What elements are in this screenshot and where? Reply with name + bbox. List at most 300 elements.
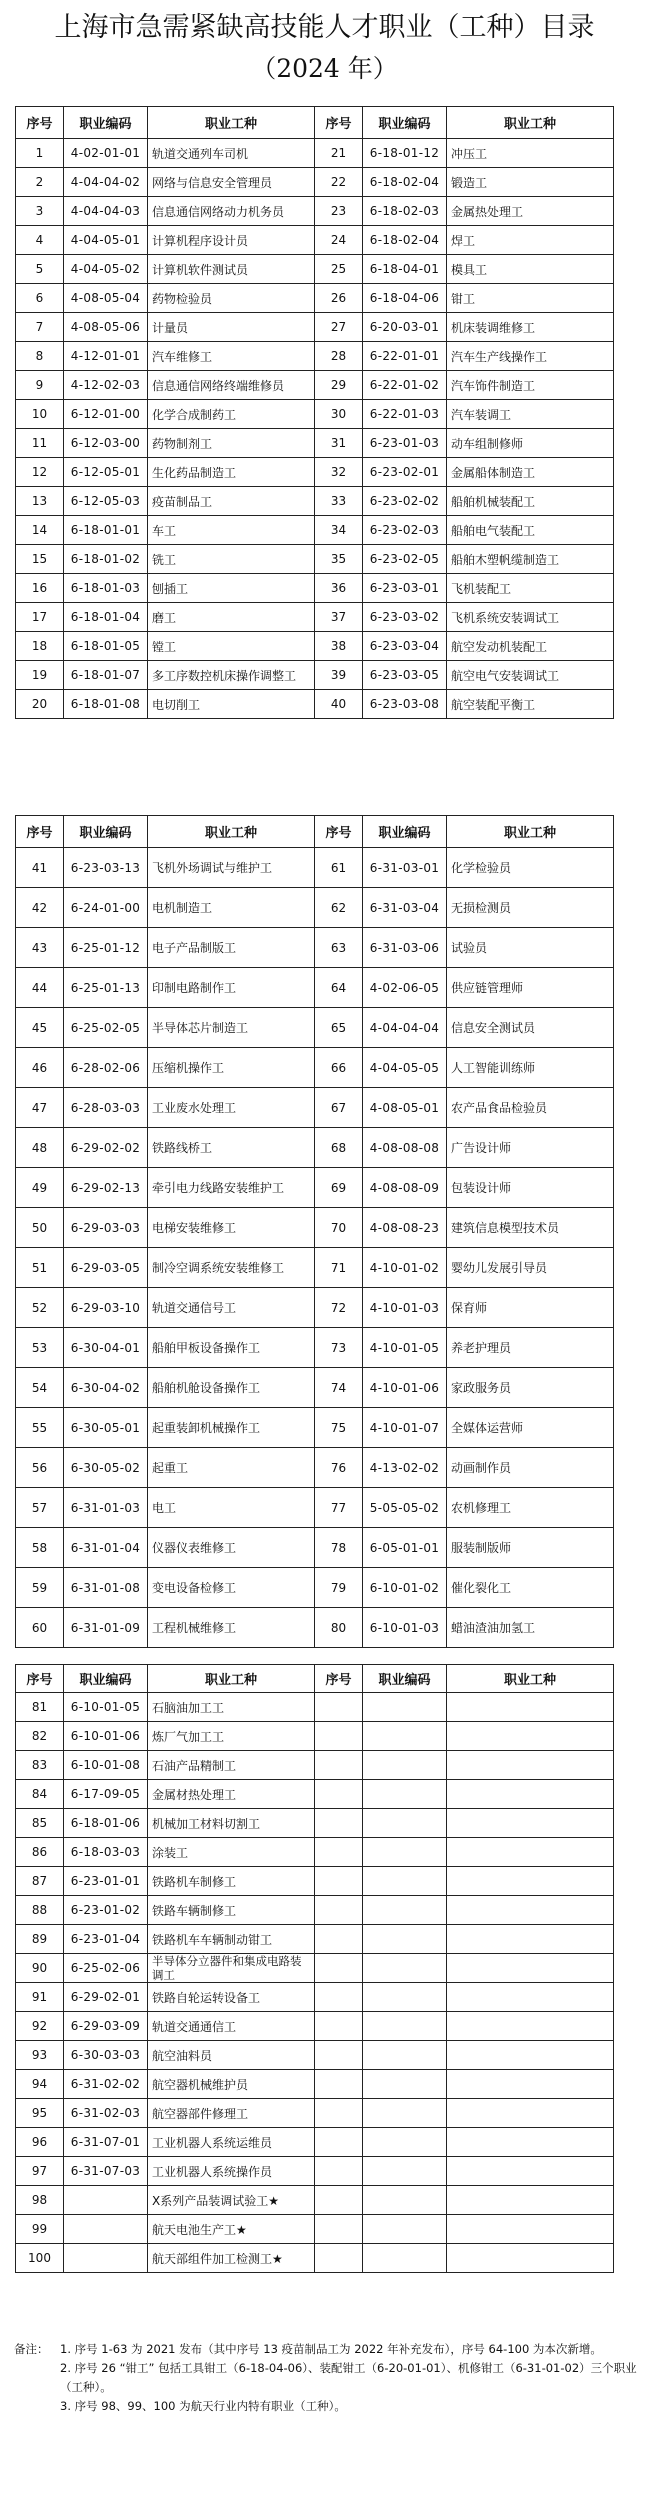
header-no: 序号 xyxy=(315,816,363,848)
table-row xyxy=(16,928,614,968)
table-row xyxy=(16,574,614,603)
cell-no: 35 xyxy=(315,545,363,574)
cell-name xyxy=(447,1751,614,1780)
cell-no: 68 xyxy=(315,1128,363,1168)
table-row xyxy=(16,1488,614,1528)
table-row xyxy=(16,1088,614,1128)
cell-no: 23 xyxy=(315,197,363,226)
cell-no: 13 xyxy=(16,487,64,516)
cell-no: 98 xyxy=(16,2186,64,2215)
cell-code: 6-31-03-06 xyxy=(363,928,447,968)
cell-no: 46 xyxy=(16,1048,64,1088)
cell-name: 船舶甲板设备操作工 xyxy=(148,1328,315,1368)
cell-code: 4-10-01-05 xyxy=(363,1328,447,1368)
cell-code: 6-18-01-04 xyxy=(64,603,148,632)
cell-code: 4-10-01-07 xyxy=(363,1408,447,1448)
cell-code: 6-31-01-03 xyxy=(64,1488,148,1528)
cell-name: 疫苗制品工 xyxy=(148,487,315,516)
occupation-table-3 xyxy=(15,1664,614,2273)
table-row xyxy=(16,168,614,197)
cell-code: 6-29-03-03 xyxy=(64,1208,148,1248)
table-row xyxy=(16,1008,614,1048)
cell-no: 94 xyxy=(16,2070,64,2099)
cell-code: 4-08-05-01 xyxy=(363,1088,447,1128)
cell-code: 6-25-01-12 xyxy=(64,928,148,968)
cell-code xyxy=(363,2215,447,2244)
cell-code: 4-04-04-04 xyxy=(363,1008,447,1048)
cell-no: 83 xyxy=(16,1751,64,1780)
cell-code: 6-28-03-03 xyxy=(64,1088,148,1128)
cell-name xyxy=(447,2099,614,2128)
cell-no: 29 xyxy=(315,371,363,400)
table-header-row xyxy=(16,107,614,139)
cell-code: 6-18-02-04 xyxy=(363,168,447,197)
cell-code: 6-31-01-09 xyxy=(64,1608,148,1648)
cell-no: 14 xyxy=(16,516,64,545)
cell-name xyxy=(447,2012,614,2041)
cell-no: 71 xyxy=(315,1248,363,1288)
cell-code: 4-02-06-05 xyxy=(363,968,447,1008)
cell-name: 金属船体制造工 xyxy=(447,458,614,487)
cell-name xyxy=(447,2070,614,2099)
cell-name: 化学合成制药工 xyxy=(148,400,315,429)
table-row xyxy=(16,2244,614,2273)
cell-no: 1 xyxy=(16,139,64,168)
note-item: 2. 序号 26 “钳工” 包括工具钳工（6-18-04-06）、装配钳工（6-20-01-01）、机修钳工（6-31-01-02）三个职业（工种）。 xyxy=(60,2361,637,2394)
cell-no: 99 xyxy=(16,2215,64,2244)
cell-no: 53 xyxy=(16,1328,64,1368)
cell-no xyxy=(315,1867,363,1896)
cell-name xyxy=(447,1780,614,1809)
cell-code: 6-23-01-01 xyxy=(64,1867,148,1896)
cell-name: 工业废水处理工 xyxy=(148,1088,315,1128)
cell-name: 铁路线桥工 xyxy=(148,1128,315,1168)
cell-no: 70 xyxy=(315,1208,363,1248)
table-row xyxy=(16,342,614,371)
cell-no: 24 xyxy=(315,226,363,255)
cell-name: X系列产品装调试验工★ xyxy=(148,2186,315,2215)
table-row xyxy=(16,888,614,928)
cell-name: 船舶木塑帆缆制造工 xyxy=(447,545,614,574)
cell-no: 8 xyxy=(16,342,64,371)
cell-code xyxy=(363,2070,447,2099)
cell-no: 6 xyxy=(16,284,64,313)
cell-name: 机床装调维修工 xyxy=(447,313,614,342)
cell-code: 6-18-01-01 xyxy=(64,516,148,545)
table-row xyxy=(16,1838,614,1867)
cell-no: 55 xyxy=(16,1408,64,1448)
cell-name: 镗工 xyxy=(148,632,315,661)
cell-name xyxy=(447,2041,614,2070)
cell-code: 4-02-01-01 xyxy=(64,139,148,168)
cell-no: 87 xyxy=(16,1867,64,1896)
cell-code xyxy=(363,1693,447,1722)
cell-name: 信息通信网络动力机务员 xyxy=(148,197,315,226)
cell-code: 6-20-03-01 xyxy=(363,313,447,342)
cell-no: 39 xyxy=(315,661,363,690)
table-row xyxy=(16,139,614,168)
cell-name: 石油产品精制工 xyxy=(148,1751,315,1780)
cell-code: 6-23-02-02 xyxy=(363,487,447,516)
cell-name: 动车组制修师 xyxy=(447,429,614,458)
cell-name: 航天电池生产工★ xyxy=(148,2215,315,2244)
header-name: 职业工种 xyxy=(447,107,614,139)
header-name: 职业工种 xyxy=(447,1665,614,1693)
cell-no: 82 xyxy=(16,1722,64,1751)
cell-name xyxy=(447,1693,614,1722)
cell-name: 起重装卸机械操作工 xyxy=(148,1408,315,1448)
cell-name: 模具工 xyxy=(447,255,614,284)
cell-name: 轨道交通列车司机 xyxy=(148,139,315,168)
cell-name: 人工智能训练师 xyxy=(447,1048,614,1088)
cell-name: 牵引电力线路安装维护工 xyxy=(148,1168,315,1208)
cell-code xyxy=(363,1954,447,1983)
header-code: 职业编码 xyxy=(64,816,148,848)
cell-no: 72 xyxy=(315,1288,363,1328)
cell-no: 11 xyxy=(16,429,64,458)
cell-code: 6-10-01-08 xyxy=(64,1751,148,1780)
cell-name: 婴幼儿发展引导员 xyxy=(447,1248,614,1288)
table-row xyxy=(16,1608,614,1648)
header-no: 序号 xyxy=(16,107,64,139)
cell-code: 6-18-01-05 xyxy=(64,632,148,661)
cell-name: 航空器部件修理工 xyxy=(148,2099,315,2128)
cell-name: 机械加工材料切割工 xyxy=(148,1809,315,1838)
header-code: 职业编码 xyxy=(64,1665,148,1693)
cell-no: 97 xyxy=(16,2157,64,2186)
cell-code: 6-18-01-03 xyxy=(64,574,148,603)
cell-no: 32 xyxy=(315,458,363,487)
cell-name: 保育师 xyxy=(447,1288,614,1328)
cell-no xyxy=(315,1751,363,1780)
cell-no: 19 xyxy=(16,661,64,690)
cell-no: 78 xyxy=(315,1528,363,1568)
cell-no xyxy=(315,1925,363,1954)
cell-name: 养老护理员 xyxy=(447,1328,614,1368)
table-row xyxy=(16,371,614,400)
cell-code: 4-10-01-03 xyxy=(363,1288,447,1328)
cell-code: 6-18-02-03 xyxy=(363,197,447,226)
cell-no: 54 xyxy=(16,1368,64,1408)
cell-code: 6-31-07-01 xyxy=(64,2128,148,2157)
cell-name: 催化裂化工 xyxy=(447,1568,614,1608)
header-no: 序号 xyxy=(16,816,64,848)
table-header-row xyxy=(16,816,614,848)
cell-no: 9 xyxy=(16,371,64,400)
cell-code xyxy=(363,2099,447,2128)
cell-code: 6-18-01-07 xyxy=(64,661,148,690)
cell-no xyxy=(315,2215,363,2244)
cell-no: 62 xyxy=(315,888,363,928)
header-no: 序号 xyxy=(315,107,363,139)
cell-no: 40 xyxy=(315,690,363,719)
cell-code: 4-08-05-06 xyxy=(64,313,148,342)
cell-name: 锻造工 xyxy=(447,168,614,197)
cell-code xyxy=(363,1983,447,2012)
cell-no: 21 xyxy=(315,139,363,168)
cell-code: 6-25-02-06 xyxy=(64,1954,148,1983)
cell-no: 5 xyxy=(16,255,64,284)
cell-name: 药物检验员 xyxy=(148,284,315,313)
cell-name: 航空器机械维护员 xyxy=(148,2070,315,2099)
cell-name: 农产品食品检验员 xyxy=(447,1088,614,1128)
page-title: 上海市急需紧缺高技能人才职业（工种）目录 xyxy=(54,12,595,43)
cell-code: 5-05-05-02 xyxy=(363,1488,447,1528)
header-name: 职业工种 xyxy=(148,1665,315,1693)
cell-no: 58 xyxy=(16,1528,64,1568)
cell-name xyxy=(447,1925,614,1954)
table-row xyxy=(16,1248,614,1288)
header-no: 序号 xyxy=(315,1665,363,1693)
table-row xyxy=(16,1288,614,1328)
cell-name: 多工序数控机床操作调整工 xyxy=(148,661,315,690)
cell-name: 变电设备检修工 xyxy=(148,1568,315,1608)
cell-name: 刨插工 xyxy=(148,574,315,603)
cell-name: 电梯安装维修工 xyxy=(148,1208,315,1248)
cell-code xyxy=(64,2186,148,2215)
cell-code: 6-23-02-01 xyxy=(363,458,447,487)
cell-name xyxy=(447,2157,614,2186)
table-row xyxy=(16,1448,614,1488)
cell-code: 6-29-02-01 xyxy=(64,1983,148,2012)
cell-name: 汽车维修工 xyxy=(148,342,315,371)
cell-no: 33 xyxy=(315,487,363,516)
cell-code: 6-31-01-08 xyxy=(64,1568,148,1608)
cell-code: 6-25-01-13 xyxy=(64,968,148,1008)
cell-name: 船舶电气装配工 xyxy=(447,516,614,545)
cell-code: 6-10-01-02 xyxy=(363,1568,447,1608)
cell-name: 家政服务员 xyxy=(447,1368,614,1408)
cell-code: 4-04-04-03 xyxy=(64,197,148,226)
table-row xyxy=(16,1408,614,1448)
cell-no: 89 xyxy=(16,1925,64,1954)
cell-code: 4-13-02-02 xyxy=(363,1448,447,1488)
cell-no: 17 xyxy=(16,603,64,632)
cell-code: 6-23-01-03 xyxy=(363,429,447,458)
cell-name: 铁路机车制修工 xyxy=(148,1867,315,1896)
cell-code xyxy=(363,1838,447,1867)
cell-no: 4 xyxy=(16,226,64,255)
cell-no: 41 xyxy=(16,848,64,888)
cell-no: 50 xyxy=(16,1208,64,1248)
cell-code: 6-18-01-06 xyxy=(64,1809,148,1838)
cell-name: 网络与信息安全管理员 xyxy=(148,168,315,197)
cell-no: 7 xyxy=(16,313,64,342)
cell-code: 6-22-01-02 xyxy=(363,371,447,400)
cell-code: 6-10-01-06 xyxy=(64,1722,148,1751)
cell-name xyxy=(447,1722,614,1751)
cell-name xyxy=(447,1838,614,1867)
cell-code: 4-04-05-01 xyxy=(64,226,148,255)
cell-no: 47 xyxy=(16,1088,64,1128)
table-row xyxy=(16,2099,614,2128)
table-row xyxy=(16,1693,614,1722)
cell-no: 38 xyxy=(315,632,363,661)
cell-name: 生化药品制造工 xyxy=(148,458,315,487)
cell-name: 起重工 xyxy=(148,1448,315,1488)
table-header-row xyxy=(16,1665,614,1693)
cell-code xyxy=(363,2128,447,2157)
cell-no: 61 xyxy=(315,848,363,888)
cell-no: 76 xyxy=(315,1448,363,1488)
header-name: 职业工种 xyxy=(148,816,315,848)
cell-name: 航空发动机装配工 xyxy=(447,632,614,661)
cell-no: 86 xyxy=(16,1838,64,1867)
cell-code: 6-22-01-03 xyxy=(363,400,447,429)
cell-no: 65 xyxy=(315,1008,363,1048)
page-subtitle-year: （2024 年） xyxy=(251,54,398,83)
cell-code xyxy=(363,1925,447,1954)
cell-name: 电工 xyxy=(148,1488,315,1528)
table-row xyxy=(16,1983,614,2012)
table-row xyxy=(16,2070,614,2099)
cell-no: 34 xyxy=(315,516,363,545)
cell-name: 航天部组件加工检测工★ xyxy=(148,2244,315,2273)
cell-no: 57 xyxy=(16,1488,64,1528)
table-row xyxy=(16,2186,614,2215)
cell-no: 43 xyxy=(16,928,64,968)
cell-code: 6-23-01-04 xyxy=(64,1925,148,1954)
cell-name: 化学检验员 xyxy=(447,848,614,888)
cell-code: 6-30-04-01 xyxy=(64,1328,148,1368)
cell-name: 航空电气安装调试工 xyxy=(447,661,614,690)
cell-name: 蜡油渣油加氢工 xyxy=(447,1608,614,1648)
cell-name: 计算机程序设计员 xyxy=(148,226,315,255)
cell-name: 涂装工 xyxy=(148,1838,315,1867)
table-row xyxy=(16,1925,614,1954)
cell-code: 6-18-01-08 xyxy=(64,690,148,719)
cell-code: 6-12-05-03 xyxy=(64,487,148,516)
header-no: 序号 xyxy=(16,1665,64,1693)
cell-no xyxy=(315,2186,363,2215)
table-row xyxy=(16,400,614,429)
cell-no xyxy=(315,1954,363,1983)
cell-code: 6-23-03-02 xyxy=(363,603,447,632)
cell-name: 供应链管理师 xyxy=(447,968,614,1008)
cell-no: 100 xyxy=(16,2244,64,2273)
cell-no: 60 xyxy=(16,1608,64,1648)
cell-no: 74 xyxy=(315,1368,363,1408)
table-row xyxy=(16,313,614,342)
cell-name: 汽车装调工 xyxy=(447,400,614,429)
table-row xyxy=(16,1954,614,1983)
cell-code: 4-08-08-09 xyxy=(363,1168,447,1208)
table-row xyxy=(16,516,614,545)
cell-code xyxy=(363,2186,447,2215)
cell-code: 6-23-03-04 xyxy=(363,632,447,661)
cell-name xyxy=(447,1954,614,1983)
cell-no: 28 xyxy=(315,342,363,371)
table-row xyxy=(16,2128,614,2157)
cell-code: 4-04-05-02 xyxy=(64,255,148,284)
table-row xyxy=(16,968,614,1008)
table-row xyxy=(16,1528,614,1568)
cell-name: 飞机外场调试与维护工 xyxy=(148,848,315,888)
cell-code: 6-31-07-03 xyxy=(64,2157,148,2186)
cell-no: 16 xyxy=(16,574,64,603)
cell-code xyxy=(363,1867,447,1896)
cell-name: 钳工 xyxy=(447,284,614,313)
cell-code: 6-12-01-00 xyxy=(64,400,148,429)
cell-name: 磨工 xyxy=(148,603,315,632)
cell-name: 汽车生产线操作工 xyxy=(447,342,614,371)
cell-name: 电切削工 xyxy=(148,690,315,719)
cell-code: 6-23-03-13 xyxy=(64,848,148,888)
cell-no: 12 xyxy=(16,458,64,487)
cell-no: 67 xyxy=(315,1088,363,1128)
cell-no: 92 xyxy=(16,2012,64,2041)
cell-name: 航空装配平衡工 xyxy=(447,690,614,719)
cell-name: 信息通信网络终端维修员 xyxy=(148,371,315,400)
cell-name: 金属热处理工 xyxy=(447,197,614,226)
cell-no xyxy=(315,1780,363,1809)
table-row xyxy=(16,1328,614,1368)
cell-name: 电机制造工 xyxy=(148,888,315,928)
table-row xyxy=(16,2157,614,2186)
cell-name: 仪器仪表维修工 xyxy=(148,1528,315,1568)
cell-no: 44 xyxy=(16,968,64,1008)
header-name: 职业工种 xyxy=(447,816,614,848)
cell-code: 6-23-03-08 xyxy=(363,690,447,719)
cell-code: 6-22-01-01 xyxy=(363,342,447,371)
table-row xyxy=(16,284,614,313)
cell-no: 18 xyxy=(16,632,64,661)
cell-name: 金属材热处理工 xyxy=(148,1780,315,1809)
table-row xyxy=(16,1128,614,1168)
cell-no: 91 xyxy=(16,1983,64,2012)
table-row xyxy=(16,429,614,458)
table-row xyxy=(16,632,614,661)
cell-name: 全媒体运营师 xyxy=(447,1408,614,1448)
cell-no: 48 xyxy=(16,1128,64,1168)
cell-no: 3 xyxy=(16,197,64,226)
cell-code: 6-30-03-03 xyxy=(64,2041,148,2070)
cell-no: 96 xyxy=(16,2128,64,2157)
cell-code: 4-08-08-08 xyxy=(363,1128,447,1168)
cell-no: 93 xyxy=(16,2041,64,2070)
cell-no xyxy=(315,1838,363,1867)
cell-name: 轨道交通通信工 xyxy=(148,2012,315,2041)
table-row xyxy=(16,2215,614,2244)
cell-no: 63 xyxy=(315,928,363,968)
cell-no xyxy=(315,1722,363,1751)
header-code: 职业编码 xyxy=(363,107,447,139)
table-row xyxy=(16,545,614,574)
table-row xyxy=(16,1208,614,1248)
cell-code: 6-30-05-02 xyxy=(64,1448,148,1488)
cell-code: 6-18-02-04 xyxy=(363,226,447,255)
table-row xyxy=(16,255,614,284)
table-row xyxy=(16,1168,614,1208)
cell-name: 电子产品制版工 xyxy=(148,928,315,968)
cell-no: 27 xyxy=(315,313,363,342)
cell-no: 2 xyxy=(16,168,64,197)
table-row xyxy=(16,1722,614,1751)
cell-code: 6-23-03-01 xyxy=(363,574,447,603)
table-row xyxy=(16,1867,614,1896)
note-item: 3. 序号 98、99、100 为航天行业内特有职业（工种）。 xyxy=(60,2399,346,2413)
cell-no: 36 xyxy=(315,574,363,603)
cell-name: 飞机系统安装调试工 xyxy=(447,603,614,632)
cell-no xyxy=(315,1983,363,2012)
cell-no xyxy=(315,2041,363,2070)
cell-no: 51 xyxy=(16,1248,64,1288)
cell-no: 73 xyxy=(315,1328,363,1368)
cell-no: 22 xyxy=(315,168,363,197)
cell-code: 6-31-01-04 xyxy=(64,1528,148,1568)
cell-code: 6-31-03-01 xyxy=(363,848,447,888)
cell-no: 90 xyxy=(16,1954,64,1983)
